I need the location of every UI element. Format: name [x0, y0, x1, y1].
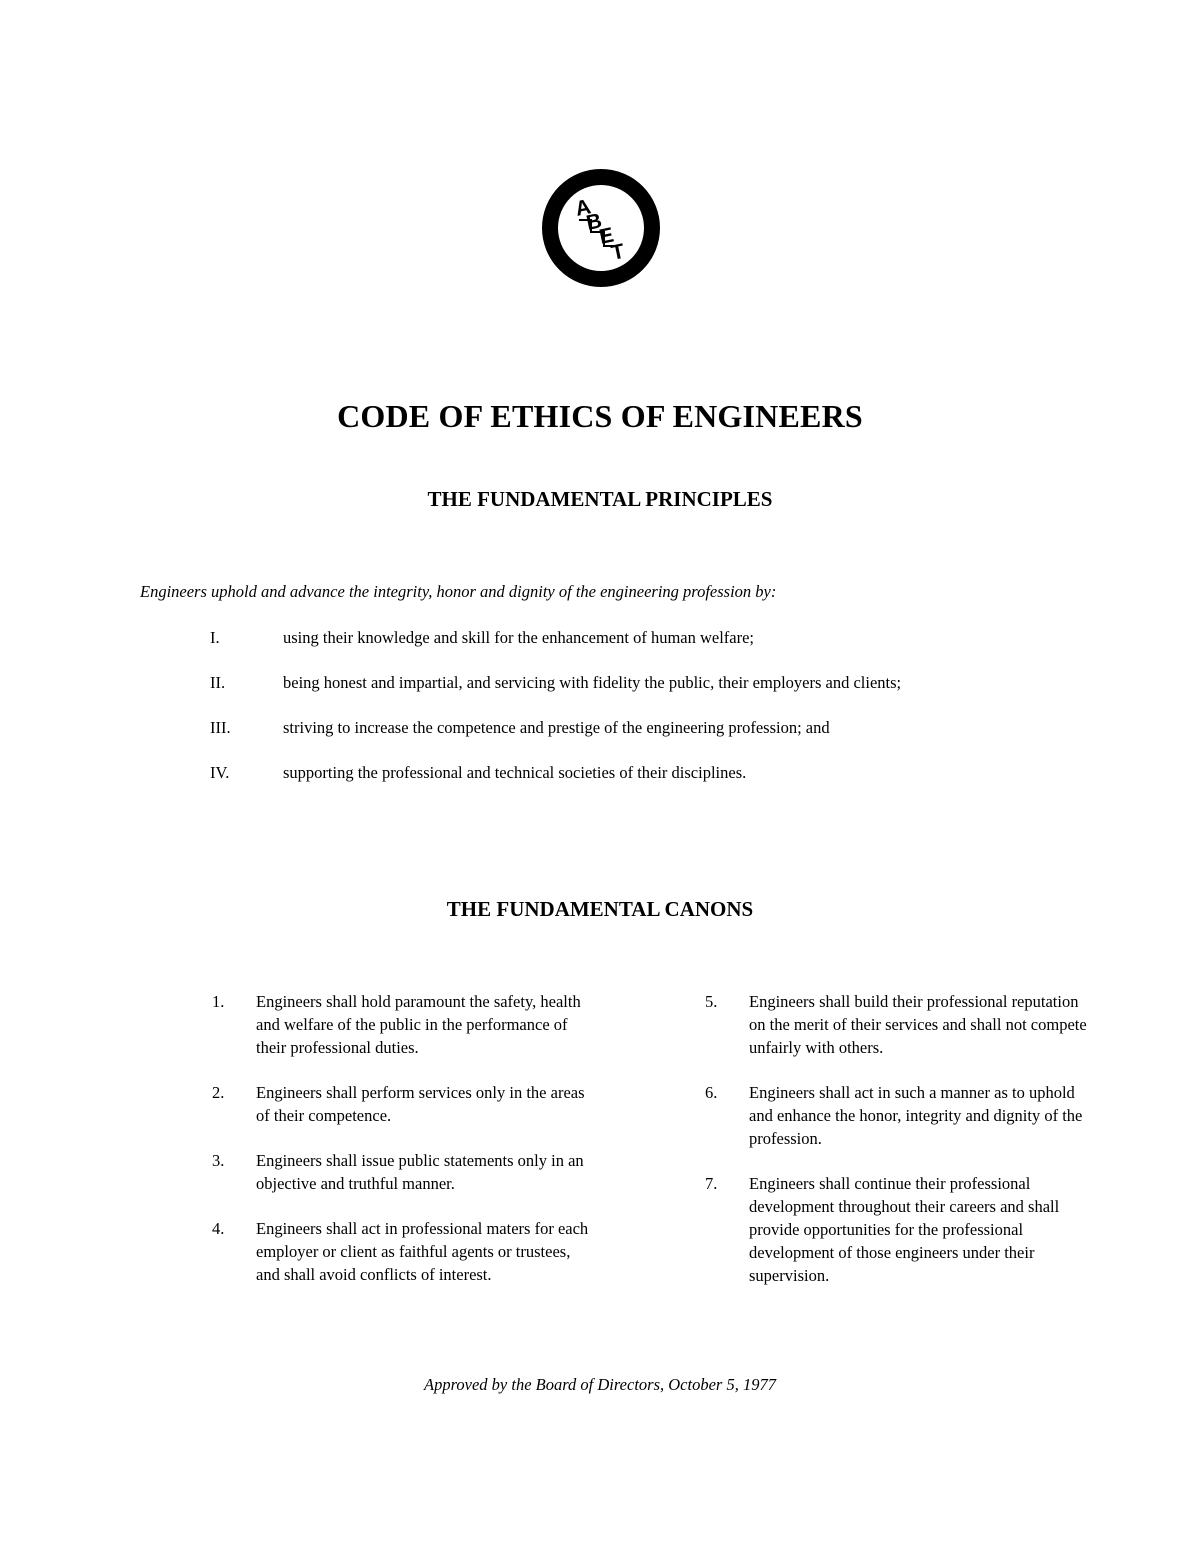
canons-heading: THE FUNDAMENTAL CANONS	[446, 897, 754, 921]
canons-right-column	[705, 990, 1125, 1309]
principle-item	[210, 718, 830, 738]
principle-item	[210, 673, 901, 693]
svg-text:B: B	[584, 209, 604, 235]
canon-number: 5.	[705, 992, 718, 1011]
canon-item	[212, 1081, 632, 1127]
principle-number: IV.	[210, 763, 230, 782]
canon-item	[705, 1081, 1125, 1150]
approval-note: Approved by the Board of Directors, October 5, 1977	[424, 1375, 776, 1394]
canon-number: 3.	[212, 1151, 225, 1170]
svg-text:E: E	[597, 223, 616, 249]
principle-text: striving to increase the competence and prestige of the engineering profession; and	[283, 718, 830, 737]
canons-left-column	[212, 990, 632, 1308]
canon-text: Engineers shall build their professional reputation on the merit of their services and shall not compete unfairly with others.	[749, 992, 1087, 1057]
principle-number: I.	[210, 628, 220, 647]
svg-text:A: A	[573, 195, 593, 221]
canon-item	[212, 1217, 632, 1286]
canon-item	[705, 1172, 1125, 1287]
canon-text: Engineers shall continue their professional development throughout their careers and shall provide opportunities for the professional development of those engineers under their supervision.	[749, 1174, 1060, 1285]
canon-text: Engineers shall act in such a manner as to uphold and enhance the honor, integrity and dignity of the profession.	[749, 1083, 1083, 1148]
principle-text: using their knowledge and skill for the enhancement of human welfare;	[283, 628, 755, 647]
principle-text: supporting the professional and technical societies of their disciplines.	[283, 763, 747, 782]
svg-text:T: T	[609, 239, 627, 265]
principle-item	[210, 628, 754, 648]
canon-number: 6.	[705, 1083, 718, 1102]
canon-text: Engineers shall perform services only in the areas of their competence.	[256, 1083, 585, 1125]
canon-text: Engineers shall act in professional maters for each employer or client as faithful agents or trustees, and shall avoid conflicts of interest.	[256, 1219, 589, 1284]
document-title: CODE OF ETHICS OF ENGINEERS	[337, 398, 863, 434]
canon-number: 4.	[212, 1219, 225, 1238]
canon-item	[212, 1149, 632, 1195]
principle-number: III.	[210, 718, 231, 737]
abet-logo	[541, 168, 661, 288]
canon-number: 2.	[212, 1083, 225, 1102]
principles-intro: Engineers uphold and advance the integrity, honor and dignity of the engineering profession by:	[140, 582, 777, 601]
canon-text: Engineers shall issue public statements only in an objective and truthful manner.	[256, 1151, 584, 1193]
canon-number: 1.	[212, 992, 225, 1011]
canon-text: Engineers shall hold paramount the safety, health and welfare of the public in the performance of their professional duties.	[256, 992, 581, 1057]
principle-number: II.	[210, 673, 226, 692]
canon-number: 7.	[705, 1174, 718, 1193]
canon-item	[212, 990, 632, 1059]
principle-item	[210, 763, 746, 783]
principle-text: being honest and impartial, and servicing with fidelity the public, their employers and clients;	[283, 673, 902, 692]
principles-heading: THE FUNDAMENTAL PRINCIPLES	[427, 487, 773, 511]
canon-item	[705, 990, 1125, 1059]
